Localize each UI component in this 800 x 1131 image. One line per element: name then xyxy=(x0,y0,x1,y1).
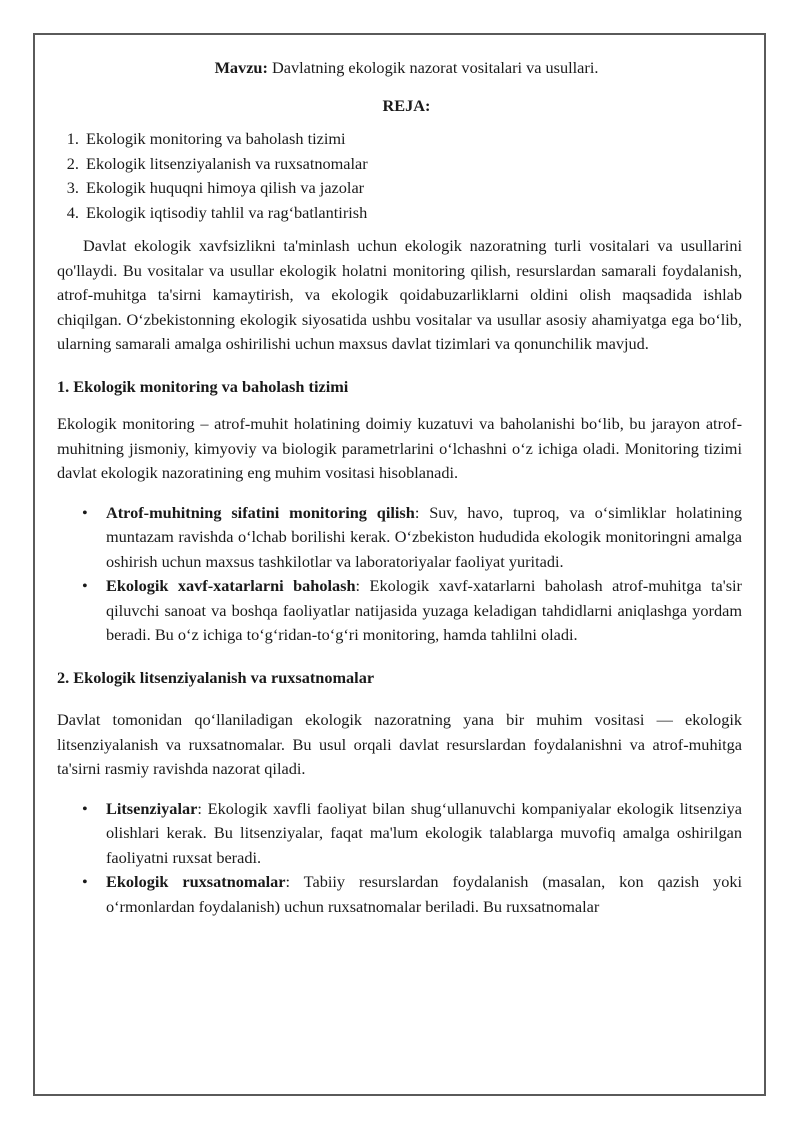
bullet-item xyxy=(106,574,742,648)
bullet-term: Atrof-muhitning sifatini monitoring qilish xyxy=(106,502,415,522)
bullet-item xyxy=(106,501,742,575)
section-2-heading: 2. Ekologik litsenziyalanish va ruxsatnomalar xyxy=(57,667,375,687)
document-body xyxy=(57,56,742,919)
title-label: Mavzu: xyxy=(214,58,268,77)
section-1-bullets xyxy=(57,501,742,648)
plan-heading: REJA: xyxy=(382,95,431,115)
plan-item: 3. Ekologik huquqni himoya qilish va jazolar xyxy=(83,176,742,201)
bullet-item xyxy=(106,870,742,919)
bullet-term: Litsenziyalar xyxy=(106,798,198,818)
bullet-text: : Ekologik xavfli faoliyat bilan shug‘ullanuvchi kompaniyalar ekologik litsenziya olishlari kerak. Bu litsenziyalar, faqat ma'lum ekologik talablarga muvofiq amalga oshirilgan faoliyatni ruxsat beradi. xyxy=(106,798,742,867)
bullet-text: : Tabiiy resurslardan foydalanish (masalan, kon qazish yoki o‘rmonlardan foydalanish) uchun ruxsatnomalar beriladi. Bu ruxsatnomalar xyxy=(106,872,742,916)
bullet-text: : Ekologik xavf-xatarlarni baholash atrof-muhitga ta'sir qiluvchi sanoat va boshqa faoliyatlar natijasida yuzaga keladigan tahdidlarni aniqlashga yordam beradi. Bu o‘z ichiga to‘g‘ridan-to‘g‘ri monitoring, hamda tahlilni oladi. xyxy=(106,576,742,644)
plan-item: 4. Ekologik iqtisodiy tahlil va rag‘batlantirish xyxy=(83,201,742,226)
bullet-item xyxy=(106,797,742,871)
section-1-heading: 1. Ekologik monitoring va baholash tizimi xyxy=(57,376,349,396)
title-text: Davlatning ekologik nazorat vositalari va usullari. xyxy=(267,58,599,77)
section-2-bullets xyxy=(57,797,742,920)
intro-paragraph: Davlat ekologik xavfsizlikni ta'minlash uchun ekologik nazoratning turli vositalari va usullarini qo'llaydi. Bu vositalar va usullar ekologik holatni monitoring qilish, resurslardan samarali foydalanish, atrof-muhitga ta'sirni kamaytirish, va ekologik qoidabuzarliklarni oldini olish maqsadida ishlab chiqilgan. O‘zbekistonning ekologik siyosatida ushbu vositalar va usullar asosiy ahamiyatga ega bo‘lib, ularning samarali amalga oshirilishi uchun maxsus davlat tizimlari va qonunchilik mavjud. xyxy=(57,236,742,353)
bullet-term: Ekologik ruxsatnomalar xyxy=(106,872,286,891)
bullet-term: Ekologik xavf-xatarlarni baholash xyxy=(106,576,356,595)
section-1-paragraph: Ekologik monitoring – atrof-muhit holatining doimiy kuzatuvi va baholanishi bo‘lib, bu jarayon atrof-muhitning jismoniy, kimyoviy va biologik parametrlarini o‘lchashni o‘z ichiga oladi. Monitoring tizimi davlat ekologik nazoratining eng muhim vositasi hisoblanadi. xyxy=(57,414,742,482)
plan-list xyxy=(57,127,742,225)
bullet-text: : Suv, havo, tuproq, va o‘simliklar holatining muntazam ravishda o‘lchab borilishi kerak. O‘zbekiston hududida ekologik monitoringni amalga oshirish uchun maxsus tashkilotlar va laboratoriyalar faoliyat yuritadi. xyxy=(106,502,742,571)
section-2-paragraph: Davlat tomonidan qo‘llaniladigan ekologik nazoratning yana bir muhim vositasi — ekologik litsenziyalanish va ruxsatnomalar. Bu usul orqali davlat resurslardan foydalanishni va atrof-muhitga ta'sirni rasmiy ravishda nazorat qiladi. xyxy=(57,710,742,778)
plan-item: 2. Ekologik litsenziyalanish va ruxsatnomalar xyxy=(83,152,742,177)
document-title xyxy=(57,56,742,81)
plan-item: 1. Ekologik monitoring va baholash tizimi xyxy=(83,127,742,152)
